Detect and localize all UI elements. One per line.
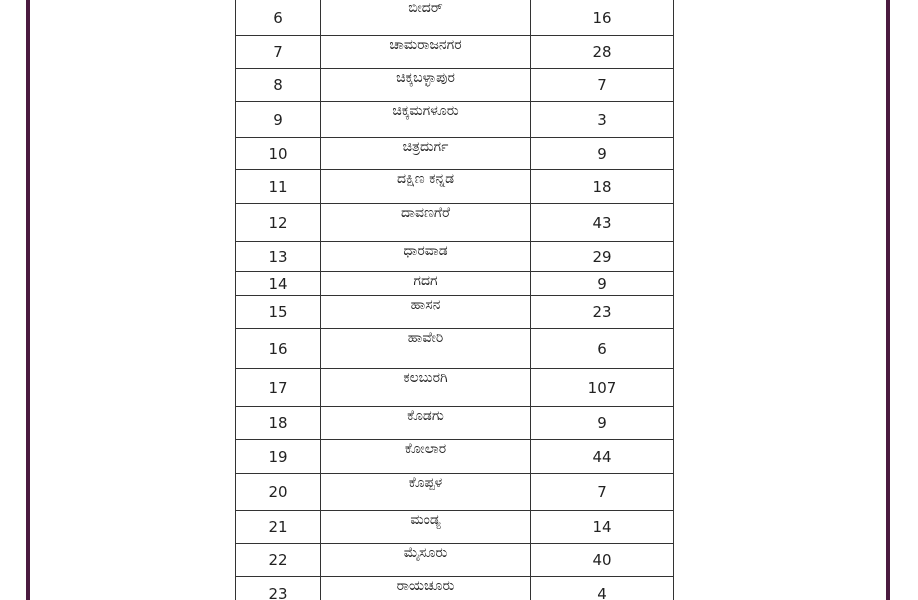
district-name: ಚಾಮರಾಜನಗರ — [321, 36, 531, 69]
district-count: 18 — [531, 170, 674, 204]
district-count: 7 — [531, 69, 674, 102]
district-name: ದಾವಣಗೆರೆ — [321, 204, 531, 242]
district-name: ಕೊಪ್ಪಳ — [321, 474, 531, 511]
district-count: 9 — [531, 272, 674, 296]
district-count: 23 — [531, 296, 674, 329]
district-count: 16 — [531, 0, 674, 36]
table-row — [236, 36, 674, 69]
district-name: ಹಾವೇರಿ — [321, 329, 531, 369]
district-count: 107 — [531, 369, 674, 407]
district-name: ಗದಗ — [321, 272, 531, 296]
district-name: ಮಂಡ್ಯ — [321, 511, 531, 544]
row-number: 22 — [236, 544, 321, 577]
district-name: ಧಾರವಾಡ — [321, 242, 531, 272]
table-row — [236, 69, 674, 102]
district-count: 7 — [531, 474, 674, 511]
table-row — [236, 296, 674, 329]
row-number: 7 — [236, 36, 321, 69]
row-number: 21 — [236, 511, 321, 544]
table-row — [236, 0, 674, 36]
table-row — [236, 544, 674, 577]
table-row — [236, 369, 674, 407]
page-border-left — [26, 0, 30, 600]
district-name: ಕೋಲಾರ — [321, 440, 531, 474]
district-name: ರಾಯಚೂರು — [321, 577, 531, 600]
table-row — [236, 407, 674, 440]
district-count: 9 — [531, 138, 674, 170]
district-name: ಹಾಸನ — [321, 296, 531, 329]
district-count: 3 — [531, 102, 674, 138]
table-row — [236, 242, 674, 272]
row-number: 6 — [236, 0, 321, 36]
table-row — [236, 204, 674, 242]
district-count: 9 — [531, 407, 674, 440]
table-row — [236, 511, 674, 544]
row-number: 10 — [236, 138, 321, 170]
district-count: 43 — [531, 204, 674, 242]
district-count: 44 — [531, 440, 674, 474]
row-number: 8 — [236, 69, 321, 102]
table-row — [236, 577, 674, 600]
table-row — [236, 474, 674, 511]
row-number: 9 — [236, 102, 321, 138]
district-name: ಚಿಕ್ಕಮಗಳೂರು — [321, 102, 531, 138]
district-count: 29 — [531, 242, 674, 272]
district-table — [235, 0, 674, 600]
district-name: ಕೊಡಗು — [321, 407, 531, 440]
district-name: ಬೀದರ್ — [321, 0, 531, 36]
row-number: 14 — [236, 272, 321, 296]
row-number: 11 — [236, 170, 321, 204]
table-row — [236, 138, 674, 170]
row-number: 16 — [236, 329, 321, 369]
district-count: 28 — [531, 36, 674, 69]
row-number: 23 — [236, 577, 321, 600]
district-count: 40 — [531, 544, 674, 577]
district-name: ಚಿಕ್ಕಬಳ್ಳಾಪುರ — [321, 69, 531, 102]
row-number: 12 — [236, 204, 321, 242]
district-count: 6 — [531, 329, 674, 369]
district-name: ಮೈಸೂರು — [321, 544, 531, 577]
district-name: ಕಲಬುರಗಿ — [321, 369, 531, 407]
row-number: 13 — [236, 242, 321, 272]
district-count: 4 — [531, 577, 674, 600]
row-number: 15 — [236, 296, 321, 329]
table-row — [236, 102, 674, 138]
row-number: 17 — [236, 369, 321, 407]
row-number: 18 — [236, 407, 321, 440]
table-row — [236, 440, 674, 474]
row-number: 20 — [236, 474, 321, 511]
page-border-right — [886, 0, 890, 600]
district-name: ದಕ್ಷಿಣ ಕನ್ನಡ — [321, 170, 531, 204]
district-count: 14 — [531, 511, 674, 544]
district-name: ಚಿತ್ರದುರ್ಗ — [321, 138, 531, 170]
table-row — [236, 329, 674, 369]
table-row — [236, 170, 674, 204]
table-row — [236, 272, 674, 296]
row-number: 19 — [236, 440, 321, 474]
